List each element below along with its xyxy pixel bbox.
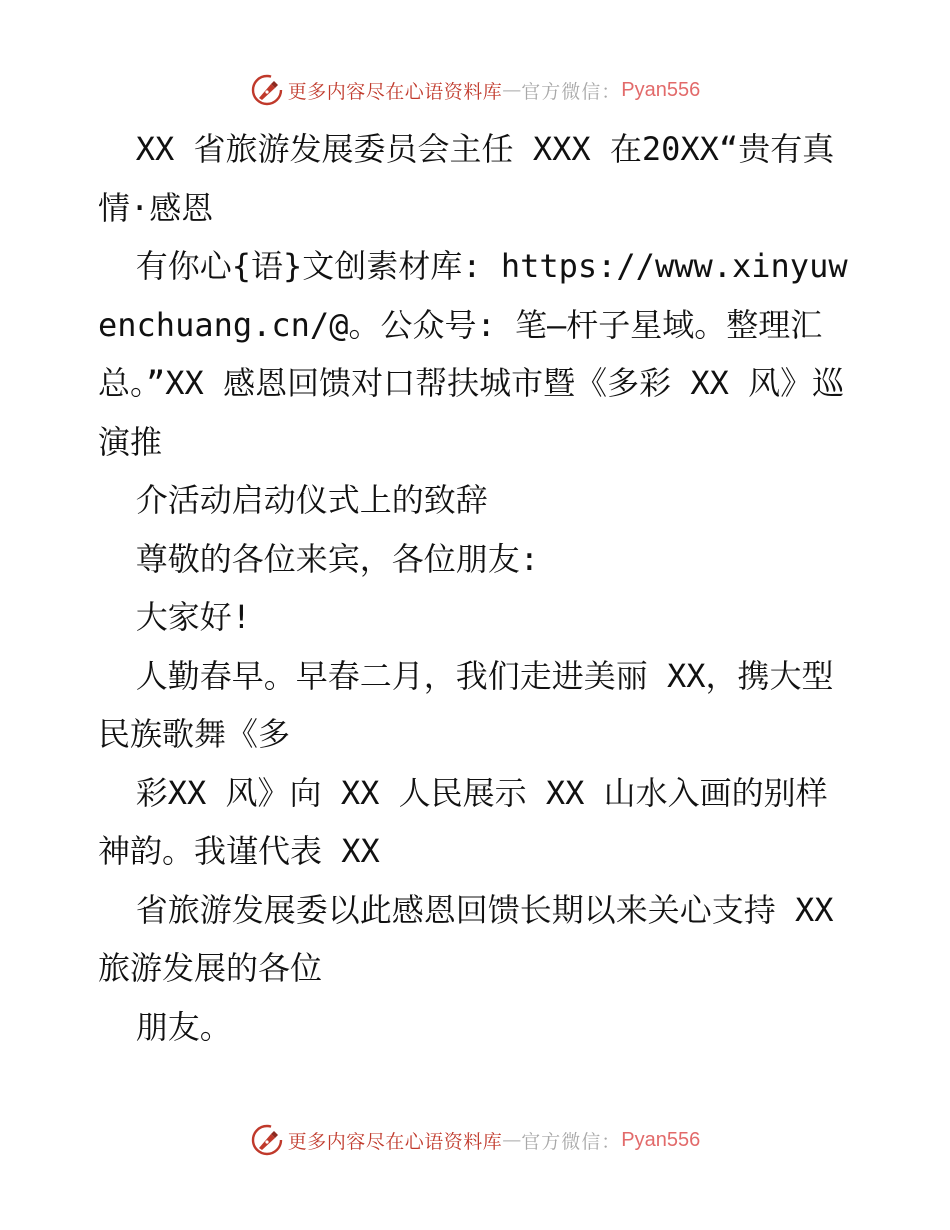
watermark-text: 更多内容尽在心语资料库 bbox=[287, 1130, 503, 1153]
paragraph: 大家好! bbox=[135, 598, 252, 636]
paragraph: 人勤春早。早春二月，我们走进美丽 XX，携大型民族歌舞《多 bbox=[98, 656, 834, 753]
pen-nib-logo-icon bbox=[250, 1123, 284, 1157]
paragraph: XX 省旅游发展委员会主任 XXX 在20XX“贵有真情·感恩 bbox=[98, 130, 835, 227]
watermark-separator: — bbox=[502, 1129, 522, 1151]
paragraph: 尊敬的各位来宾，各位朋友: bbox=[135, 539, 540, 578]
paragraph: 朋友。 bbox=[135, 1007, 232, 1046]
watermark-text: 更多内容尽在心语资料库 bbox=[287, 80, 503, 103]
pen-nib-logo-icon bbox=[250, 73, 284, 107]
document-body bbox=[98, 120, 858, 1056]
watermark-handle: Pyan556 bbox=[621, 78, 701, 101]
footer-watermark bbox=[0, 1120, 950, 1160]
watermark-subtitle: 官方微信： bbox=[521, 80, 622, 103]
header-watermark bbox=[0, 70, 950, 110]
watermark-separator: — bbox=[502, 79, 522, 101]
paragraph: 彩XX 风》向 XX 人民展示 XX 山水入画的别样神韵。我谨代表 XX bbox=[98, 773, 828, 870]
paragraph: 省旅游发展委以此感恩回馈长期以来关心支持 XX 旅游发展的各位 bbox=[98, 890, 834, 987]
paragraph: 有你心{语}文创素材库: https://www.xinyuwenchuang.cn/@。公众号: 笔—杆子星域。整理汇总。”XX 感恩回馈对口帮扶城市暨《多彩 XX 风》巡演推 bbox=[98, 247, 848, 461]
paragraph: 介活动启动仪式上的致辞 bbox=[135, 481, 488, 519]
watermark-handle: Pyan556 bbox=[621, 1128, 701, 1151]
watermark-subtitle: 官方微信： bbox=[521, 1130, 622, 1153]
